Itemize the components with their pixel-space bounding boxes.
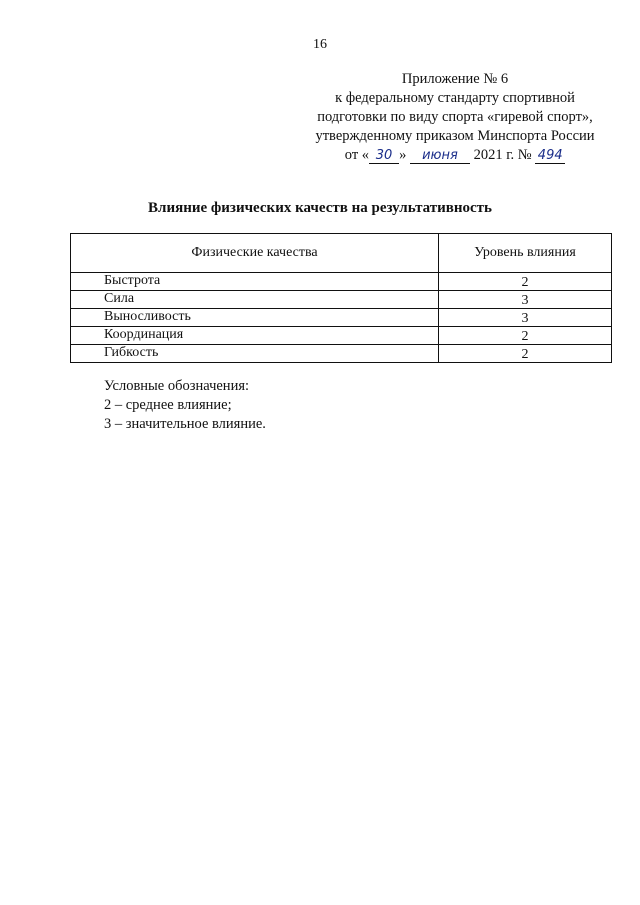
document-title: Влияние физических качеств на результативность — [148, 200, 492, 216]
quality-cell: Гибкость — [71, 345, 439, 363]
date-mid: » — [399, 147, 407, 163]
level-cell: 3 — [439, 291, 612, 309]
date-prefix: от « — [344, 147, 370, 163]
handwritten-order-number: 494 — [535, 149, 565, 164]
legend-title: Условные обозначения: — [104, 378, 250, 394]
table-row — [71, 345, 612, 363]
quality-cell: Сила — [71, 291, 439, 309]
appendix-line-3: подготовки по виду спорта «гиревой спорт», — [317, 109, 593, 125]
legend-item: 2 – среднее влияние; — [104, 397, 232, 413]
level-cell: 3 — [439, 309, 612, 327]
quality-cell: Координация — [71, 327, 439, 345]
level-cell: 2 — [439, 327, 612, 345]
appendix-title: Приложение № 6 — [401, 71, 509, 87]
qualities-table — [70, 233, 612, 363]
appendix-line-4: утвержденному приказом Минспорта России — [315, 128, 595, 144]
level-cell: 2 — [439, 345, 612, 363]
quality-cell: Выносливость — [71, 309, 439, 327]
appendix-line-2: к федеральному стандарту спортивной — [335, 90, 575, 106]
handwritten-month: июня — [410, 149, 470, 164]
legend-item: 3 – значительное влияние. — [104, 416, 266, 432]
table-header-row — [71, 234, 612, 273]
order-date-line — [300, 146, 610, 165]
quality-cell: Быстрота — [71, 273, 439, 291]
table-row — [71, 327, 612, 345]
handwritten-day: 30 — [369, 149, 399, 164]
appendix-header — [300, 70, 610, 165]
column-header-level: Уровень влияния — [439, 234, 612, 273]
date-year: 2021 г. № — [473, 147, 532, 163]
table-row — [71, 273, 612, 291]
level-cell: 2 — [439, 273, 612, 291]
column-header-quality: Физические качества — [71, 234, 439, 273]
page-number: 16 — [313, 37, 327, 52]
table-row — [71, 309, 612, 327]
legend — [104, 377, 266, 434]
table-row — [71, 291, 612, 309]
